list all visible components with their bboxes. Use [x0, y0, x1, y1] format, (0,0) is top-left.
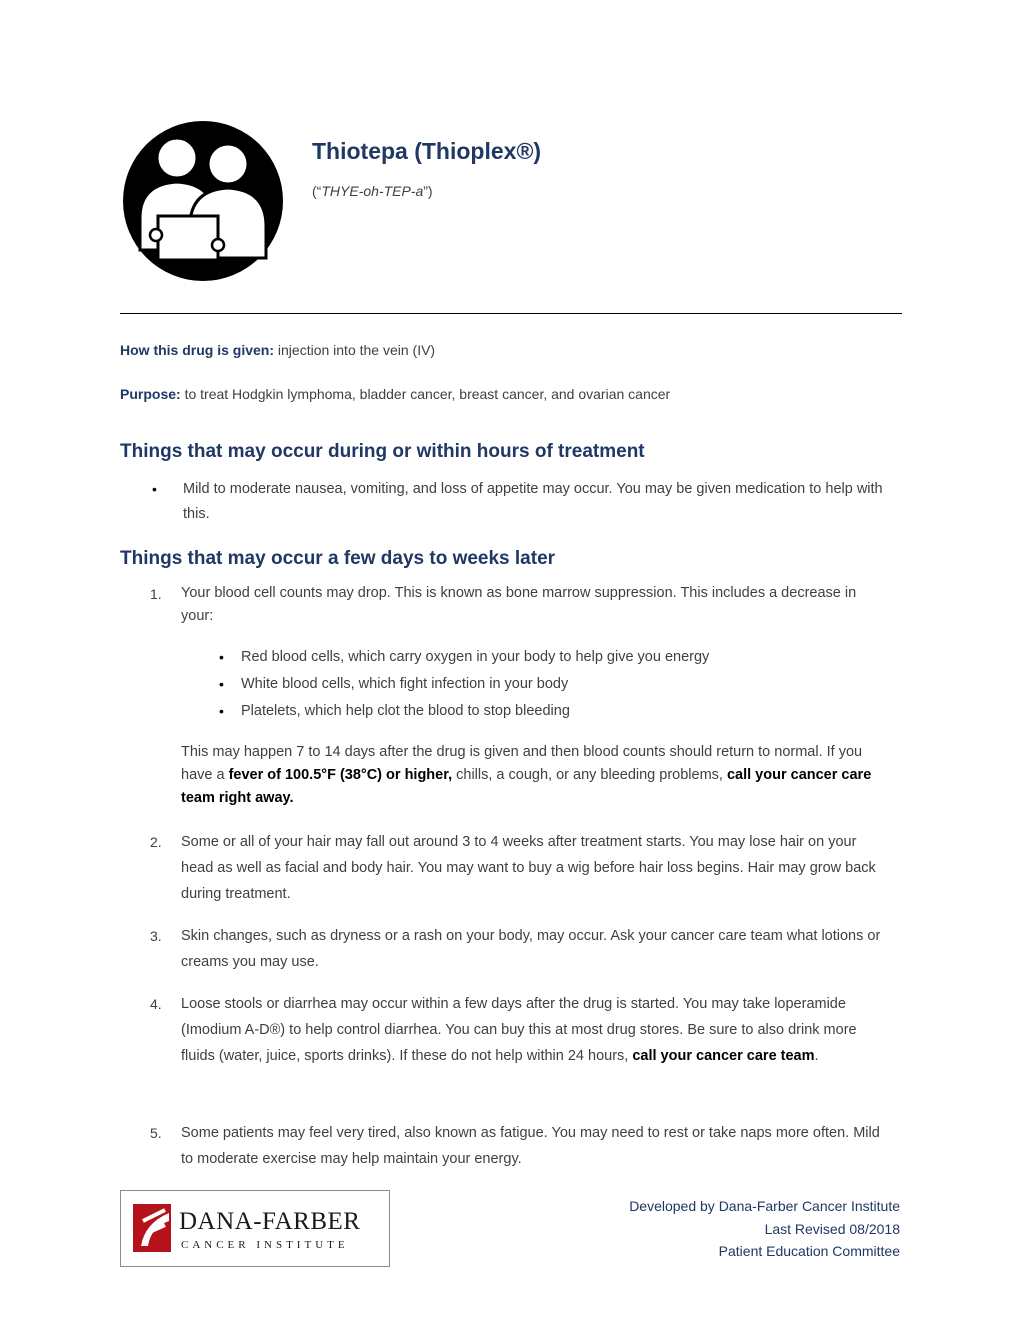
patient-education-icon [120, 118, 286, 284]
purpose-line: Purpose: to treat Hodgkin lymphoma, bladder cancer, breast cancer, and ovarian cancer [120, 386, 671, 402]
footer-line: Last Revised 08/2018 [764, 1220, 900, 1237]
list-item: Skin changes, such as dryness or a rash on your body, may occur. Ask your cancer care team what lotions or creams you may use. [181, 928, 881, 970]
list-item: Your blood cell counts may drop. This is known as bone marrow suppression. This includes a decrease in your: [181, 585, 857, 624]
sub-list-item: White blood cells, which fight infection in your body [241, 676, 569, 692]
sub-list-item: Platelets, which help clot the blood to stop bleeding [241, 703, 570, 719]
list-item: Some or all of your hair may fall out around 3 to 4 weeks after treatment starts. You may lose hair on your head as well as facial and body hair. You may want to buy a wig before hair loss begins. Hair may grow back during treatment. [181, 834, 876, 902]
footer-line: Developed by Dana-Farber Cancer Institute [629, 1198, 900, 1214]
logo-wordmark: DANA-FARBER [179, 1208, 361, 1235]
item-number: 4. [150, 996, 162, 1012]
how-given-line: How this drug is given: injection into the vein (IV) [120, 342, 436, 358]
item-number: 1. [150, 586, 162, 602]
item-number: 5. [150, 1125, 162, 1141]
bullet-icon: • [219, 676, 224, 692]
item-number: 2. [150, 834, 162, 850]
bullet-icon: • [152, 481, 157, 497]
pronunciation: (“THYE-oh-TEP-a”) [312, 183, 433, 199]
bullet-icon: • [219, 649, 224, 665]
list-item: Mild to moderate nausea, vomiting, and loss of appetite may occur. You may be given medication to help with this. [183, 481, 883, 522]
section-heading-during-treatment: Things that may occur during or within hours of treatment [120, 441, 645, 462]
blood-count-note: This may happen 7 to 14 days after the drug is given and then blood counts should return to normal. If you have a fever of 100.5°F (38°C) or higher, chills, a cough, or any bleeding problems, call your cancer care team right away. [181, 744, 872, 806]
logo-subtitle: CANCER INSTITUTE [181, 1239, 349, 1251]
list-item: Loose stools or diarrhea may occur within a few days after the drug is started. You may take loperamide (Imodium A-D®) to help control diarrhea. You can buy this at most drug stores. Be sure to also drink more fluids (water, juice, sports drinks). If these do not help within 24 hours, call your cancer care team. [181, 996, 857, 1064]
footer-credits [629, 1195, 900, 1263]
drug-title: Thiotepa (Thioplex®) [312, 138, 542, 164]
footer-line: Patient Education Committee [718, 1243, 900, 1259]
list-item: Some patients may feel very tired, also known as fatigue. You may need to rest or take naps more often. Mild to moderate exercise may help maintain your energy. [181, 1125, 880, 1167]
section-heading-later: Things that may occur a few days to weeks later [120, 548, 556, 569]
item-number: 3. [150, 928, 162, 944]
divider [120, 313, 902, 314]
sub-list-item: Red blood cells, which carry oxygen in your body to help give you energy [241, 649, 710, 665]
dana-farber-logo [120, 1190, 390, 1267]
bullet-icon: • [219, 703, 224, 719]
